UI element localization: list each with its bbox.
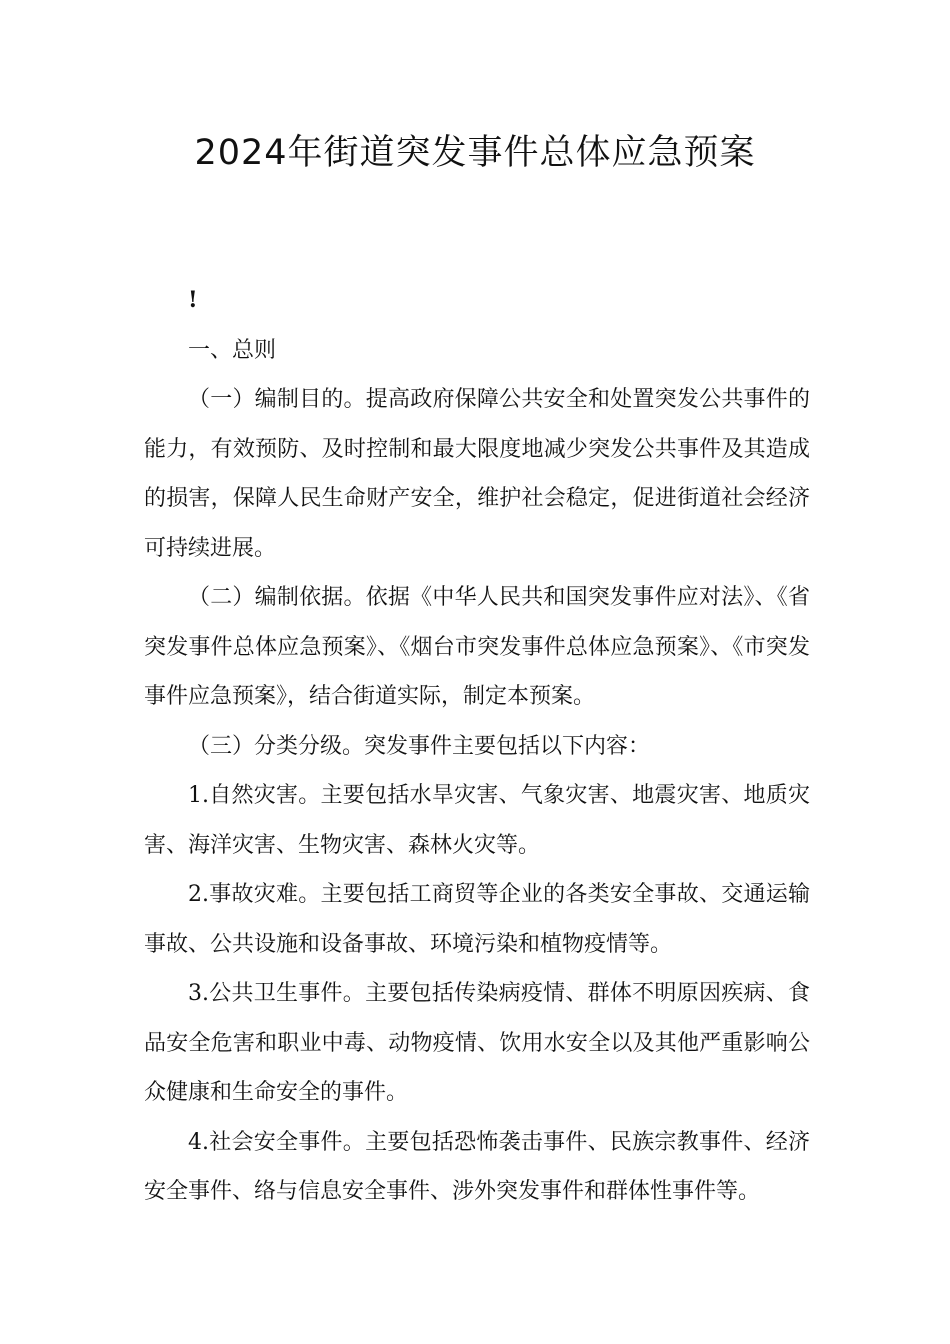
exclamation-mark: !	[188, 287, 198, 313]
paragraph-public-health: 3.公共卫生事件。主要包括传染病疫情、群体不明原因疾病、食品安全危害和职业中毒、动物疫情、饮用水安全以及其他严重影响公众健康和生命安全的事件。	[144, 981, 810, 1105]
paragraph-purpose: （一）编制目的。提高政府保障公共安全和处置突发公共事件的能力，有效预防、及时控制和最大限度地减少突发公共事件及其造成的损害，保障人民生命财产安全，维护社会稳定，促进街道社会经济可持续进展。	[144, 387, 810, 561]
paragraph-basis: （二）编制依据。依据《中华人民共和国突发事件应对法》、《省突发事件总体应急预案》、《烟台市突发事件总体应急预案》、《市突发事件应急预案》，结合街道实际，制定本预案。	[144, 585, 810, 709]
paragraph-classification: （三）分类分级。突发事件主要包括以下内容：	[188, 733, 651, 759]
paragraph-social-security: 4.社会安全事件。主要包括恐怖袭击事件、民族宗教事件、经济安全事件、络与信息安全事件、涉外突发事件和群体性事件等。	[144, 1129, 810, 1204]
document-title: 2024年街道突发事件总体应急预案	[194, 133, 756, 173]
document-body	[144, 276, 810, 1217]
section-heading-general: 一、总则	[188, 337, 277, 363]
paragraph-natural-disasters: 1.自然灾害。主要包括水旱灾害、气象灾害、地震灾害、地质灾害、海洋灾害、生物灾害、森林火灾等。	[144, 783, 810, 858]
paragraph-accidents: 2.事故灾难。主要包括工商贸等企业的各类安全事故、交通运输事故、公共设施和设备事故、环境污染和植物疫情等。	[144, 882, 810, 957]
